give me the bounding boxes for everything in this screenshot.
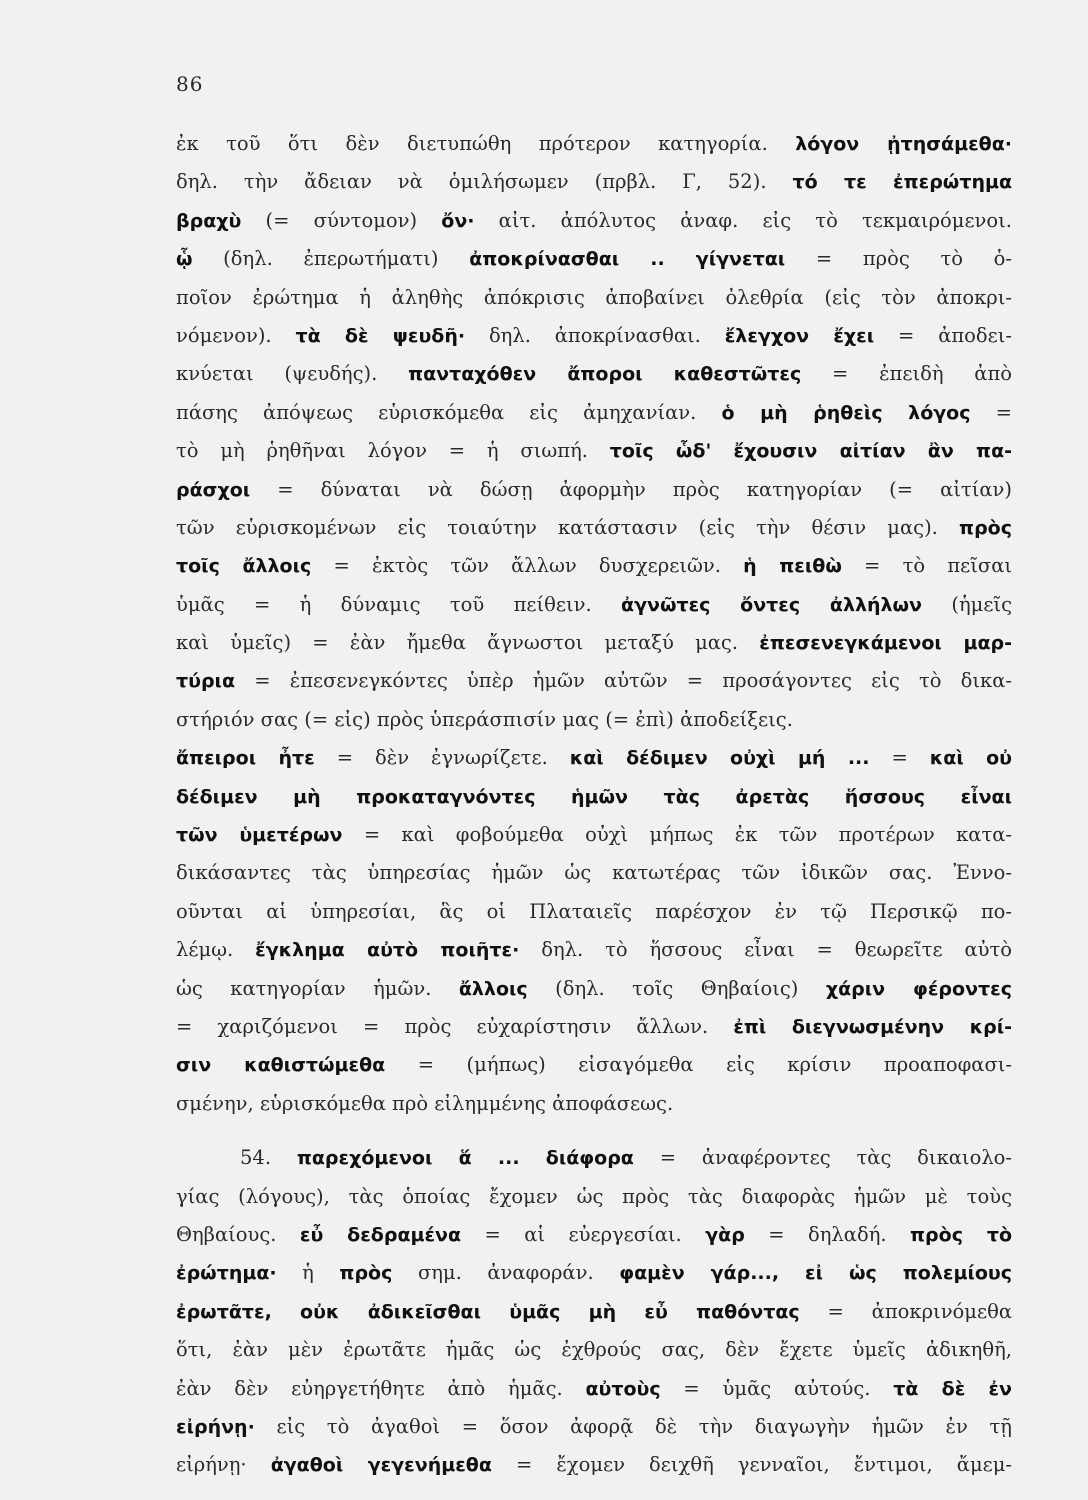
gloss-text: (δηλ. ἐπερωτήματι)	[192, 247, 470, 271]
gloss-text: τὸ μὴ ῥηθῆναι λόγον = ἡ σιωπή.	[176, 439, 610, 463]
gloss-text: σμένην, εὑρισκόμεθα πρὸ εἰλημμένης ἀποφάσεως.	[176, 1091, 674, 1115]
text-line	[176, 1293, 1012, 1331]
lemma-bold: ἐπὶ διεγνωσμένην κρί-	[733, 1015, 1012, 1038]
gloss-text: ἐὰν δὲν εὐηργετήθητε ἀπὸ ἡμᾶς.	[176, 1376, 586, 1400]
text-line	[176, 970, 1012, 1008]
lemma-bold: εὖ δεδραμένα	[299, 1223, 462, 1246]
text-line	[176, 509, 1012, 547]
lemma-bold: ὁ μὴ ῥηθεὶς λόγος	[721, 401, 971, 424]
lemma-bold: καὶ δέδιμεν οὐχὶ μή ...	[569, 747, 870, 770]
gloss-text: = καὶ φοβούμεθα οὐχὶ μήπως ἐκ τῶν προτέρων κατα-	[342, 823, 1012, 847]
gloss-text: κνύεται (ψευδής).	[176, 362, 409, 386]
text-line	[176, 202, 1012, 240]
gloss-text: ποῖον ἐρώτημα ἡ ἀληθὴς ἀπόκρισις ἀποβαίνει ὀλεθρία (εἰς τὸν ἀποκρι-	[176, 285, 1012, 309]
gloss-text: οῦνται αἱ ὑπηρεσίαι, ἃς οἱ Πλαταιεῖς παρέσχον ἐν τῷ Περσικῷ πο-	[176, 899, 1012, 923]
gloss-text: = πρὸς τὸ ὁ-	[785, 247, 1012, 271]
text-line	[176, 1008, 1012, 1046]
gloss-text: 54.	[240, 1146, 297, 1170]
page-number: 86	[176, 72, 204, 96]
text-line	[176, 854, 1012, 892]
text-line	[176, 163, 1012, 201]
lemma-bold: ἐρωτᾶτε, οὐκ ἀδικεῖσθαι ὑμᾶς μὴ εὖ παθόντας	[176, 1300, 800, 1323]
gloss-text: (ἡμεῖς	[922, 592, 1012, 616]
lemma-bold: καὶ οὐ	[929, 747, 1012, 770]
text-line	[176, 1085, 1012, 1123]
lemma-bold: πρὸς	[959, 516, 1012, 539]
gloss-text: = ἀναφέροντες τὰς δικαιολο-	[633, 1146, 1013, 1170]
commentary-text	[176, 125, 1012, 1485]
text-line	[176, 1331, 1012, 1369]
lemma-bold: ἄλλοις	[458, 977, 528, 1000]
lemma-bold: ἔγκλημα αὐτὸ ποιῆτε·	[255, 939, 520, 962]
lemma-bold: τὰ δὲ ψευδῆ·	[295, 324, 466, 347]
text-line	[176, 1254, 1012, 1292]
gloss-text: τῶν εὑρισκομένων εἰς τοιαύτην κατάστασιν (εἰς τὴν θέσιν μας).	[176, 515, 960, 539]
text-line	[176, 1139, 1012, 1177]
text-line	[176, 1446, 1012, 1484]
gloss-text: = χαριζόμενοι = πρὸς εὐχαρίστησιν ἄλλων.	[176, 1014, 734, 1038]
text-line	[176, 662, 1012, 700]
lemma-bold: δέδιμεν μὴ προκαταγνόντες ἡμῶν τὰς ἀρετὰς ἥσσους εἶναι	[176, 785, 1012, 808]
gloss-text: = δηλαδή.	[744, 1222, 911, 1246]
lemma-bold: τύρια	[176, 670, 236, 693]
lemma-bold: πρὸς	[339, 1262, 393, 1285]
gloss-text: δικάσαντες τὰς ὑπηρεσίας ἡμῶν ὡς κατωτέρας τῶν ἰδικῶν σας. Ἐννο-	[176, 861, 1012, 885]
text-line	[176, 471, 1012, 509]
lemma-bold: ἐπεσενεγκάμενοι μαρ-	[759, 632, 1012, 655]
lemma-bold: σιν καθιστώμεθα	[176, 1054, 386, 1077]
lemma-bold: ἡ πειθὼ	[743, 555, 842, 578]
gloss-text: = ἀποδει-	[874, 323, 1013, 347]
gloss-text: αἰτ. ἀπόλυτος ἀναφ. εἰς τὸ τεκμαιρόμενοι.	[474, 208, 1012, 232]
gloss-text: εἰρήνῃ·	[176, 1453, 271, 1477]
lemma-bold: ράσχοι	[176, 478, 251, 501]
gloss-text: γίας (λόγους), τὰς ὁποίας ἔχομεν ὡς πρὸς τὰς διαφορὰς ἡμῶν μὲ τοὺς	[176, 1184, 1012, 1208]
gloss-text: = ἐκτὸς τῶν ἄλλων δυσχερειῶν.	[311, 554, 744, 578]
gloss-text: καὶ ὑμεῖς) = ἐὰν ἤμεθα ἄγνωστοι μεταξύ μας.	[176, 631, 760, 655]
text-line	[176, 931, 1012, 969]
gloss-text: = ὑμᾶς αὐτούς.	[660, 1376, 894, 1400]
text-line	[176, 1178, 1012, 1216]
text-line	[176, 547, 1012, 585]
gloss-text: Θηβαίους.	[176, 1222, 300, 1246]
lemma-bold: βραχὺ	[176, 209, 242, 232]
gloss-text: εἰς τὸ ἀγαθοὶ = ὅσον ἀφορᾷ δὲ τὴν διαγωγὴν ἡμῶν ἐν τῇ	[254, 1414, 1012, 1438]
lemma-bold: γίγνεται	[664, 248, 786, 271]
gloss-text: ἐκ τοῦ ὅτι δὲν διετυπώθη πρότερον κατηγορία.	[176, 132, 796, 155]
text-line	[176, 701, 1012, 739]
gloss-text: δηλ. τὴν ἄδειαν νὰ ὁμιλήσωμεν (πρβλ. Γ, 52).	[176, 170, 793, 194]
lemma-bold: χάριν φέροντες	[825, 977, 1012, 1000]
gloss-text: = αἱ εὐεργεσίαι.	[461, 1222, 706, 1246]
gloss-text: ὑμᾶς = ἡ δύναμις τοῦ πείθειν.	[176, 592, 622, 616]
text-line	[176, 816, 1012, 854]
text-line	[176, 317, 1012, 355]
text-line	[176, 624, 1012, 662]
lemma-bold: ὄν·	[441, 209, 475, 232]
lemma-bold: λόγον ᾐτησάμεθα·	[795, 133, 1012, 155]
lemma-bold: γὰρ	[705, 1223, 745, 1246]
gloss-text: σημ. ἀναφοράν.	[392, 1261, 620, 1285]
gloss-text: = ἔχομεν δειχθῆ γενναῖοι, ἔντιμοι, ἄμεμ-	[491, 1453, 1012, 1477]
text-line	[176, 279, 1012, 317]
gloss-text: στήριόν σας (= εἰς) πρὸς ὑπεράσπισίν μας (= ἐπὶ) ἀποδείξεις.	[176, 707, 793, 731]
text-line	[176, 394, 1012, 432]
text-line	[176, 739, 1012, 777]
gloss-text: = (μήπως) εἰσαγόμεθα εἰς κρίσιν προαποφασι-	[385, 1053, 1012, 1077]
lemma-bold: ἀγνῶτες ὄντες ἀλλήλων	[621, 593, 923, 616]
lemma-bold: ἀγαθοὶ γεγενήμεθα	[270, 1454, 492, 1477]
text-line	[176, 125, 1012, 163]
lemma-bold: τὰ δὲ ἐν	[893, 1377, 1012, 1400]
lemma-bold: φαμὲν γάρ..., εἰ ὡς πολεμίους	[619, 1262, 1012, 1285]
lemma-bold: εἰρήνῃ·	[176, 1415, 255, 1438]
lemma-bold: ἀποκρίνασθαι ..	[469, 248, 665, 271]
gloss-text: =	[869, 746, 930, 770]
text-line	[176, 240, 1012, 278]
text-line	[176, 355, 1012, 393]
gloss-text: (= σύντομον)	[241, 208, 442, 232]
lemma-bold: τό τε ἐπερώτημα	[792, 171, 1013, 194]
gloss-text: = δύναται νὰ δώσῃ ἀφορμὴν πρὸς κατηγορίαν (= αἰτίαν)	[250, 477, 1012, 501]
text-line	[176, 893, 1012, 931]
gloss-text: =	[970, 400, 1013, 424]
text-line	[176, 1370, 1012, 1408]
lemma-bold: τοῖς ὧδ' ἔχουσιν αἰτίαν ἂν πα-	[609, 440, 1013, 463]
text-line	[176, 1408, 1012, 1446]
gloss-text: δηλ. τὸ ἥσσους εἶναι = θεωρεῖτε αὐτὸ	[519, 938, 1012, 962]
lemma-bold: τῶν ὑμετέρων	[176, 824, 343, 847]
gloss-text: λέμῳ.	[176, 938, 256, 962]
text-line	[176, 432, 1012, 470]
gloss-text: (δηλ. τοῖς Θηβαίοις)	[527, 976, 826, 1000]
lemma-bold: ᾧ	[176, 248, 193, 271]
gloss-text: πάσης ἀπόψεως εὑρισκόμεθα εἰς ἀμηχανίαν.	[176, 400, 722, 424]
text-line	[176, 1046, 1012, 1084]
gloss-text: = τὸ πεῖσαι	[841, 554, 1013, 578]
lemma-bold: παρεχόμενοι ἅ ... διάφορα	[296, 1147, 634, 1170]
lemma-bold: τοῖς ἄλλοις	[176, 555, 312, 578]
gloss-text: = δὲν ἐγνωρίζετε.	[314, 746, 570, 770]
gloss-text: δηλ. ἀποκρίνασθαι.	[465, 323, 725, 347]
text-line	[176, 586, 1012, 624]
gloss-text: ἡ	[276, 1261, 340, 1285]
lemma-bold: ἔλεγχον ἔχει	[724, 324, 875, 347]
gloss-text: = ἐπειδὴ ἀπὸ	[801, 362, 1012, 386]
lemma-bold: ἄπειροι ἦτε	[176, 747, 315, 770]
lemma-bold: πρὸς τὸ	[910, 1223, 1013, 1246]
gloss-text: νόμενον).	[176, 323, 296, 347]
gloss-text: = ἀποκρινόμεθα	[799, 1299, 1012, 1323]
lemma-bold: αὐτοὺς	[585, 1377, 661, 1400]
gloss-text: ὅτι, ἐὰν μὲν ἐρωτᾶτε ἡμᾶς ὡς ἐχθρούς σας, δὲν ἔχετε ὑμεῖς ἀδικηθῆ,	[176, 1338, 1012, 1362]
gloss-text: = ἐπεσενεγκόντες ὑπὲρ ἡμῶν αὐτῶν = προσάγοντες εἰς τὸ δικα-	[235, 669, 1012, 693]
text-line	[176, 778, 1012, 816]
lemma-bold: ἐρώτημα·	[176, 1262, 277, 1285]
lemma-bold: πανταχόθεν ἄποροι καθεστῶτες	[408, 363, 802, 386]
gloss-text: ὡς κατηγορίαν ἡμῶν.	[176, 976, 459, 1000]
text-line	[176, 1216, 1012, 1254]
